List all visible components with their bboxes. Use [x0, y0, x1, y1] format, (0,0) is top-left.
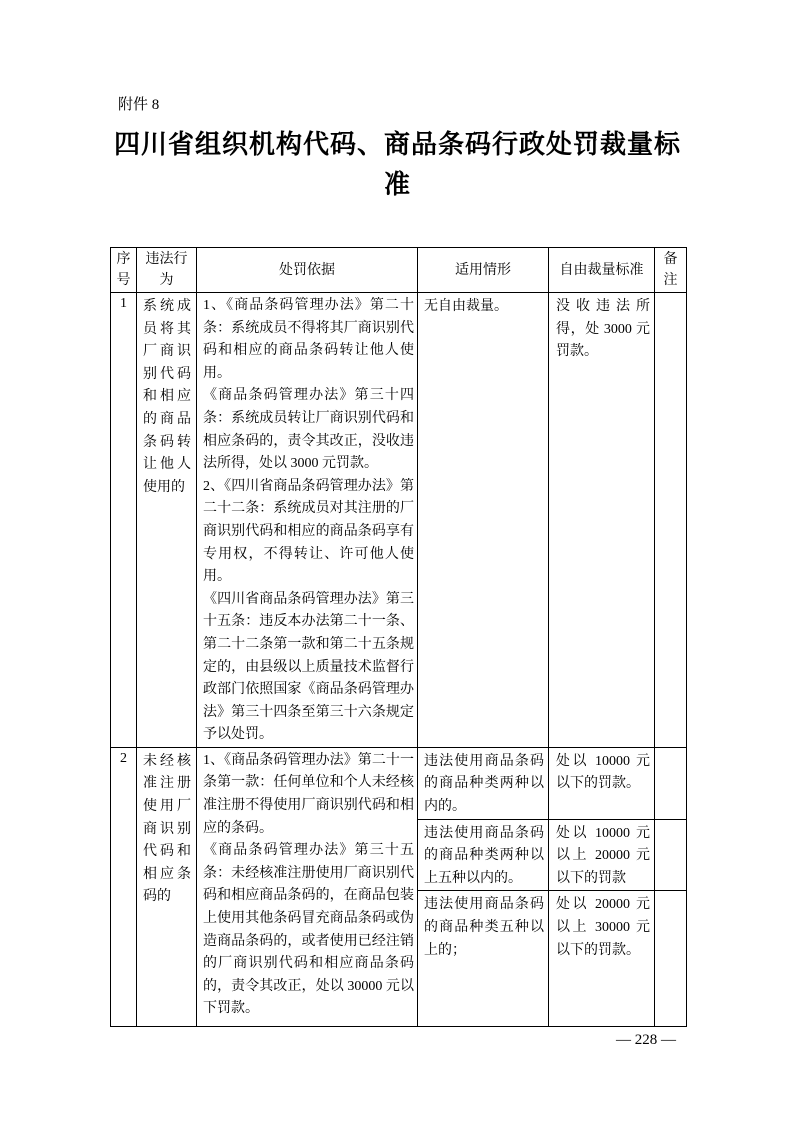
penalty-basis-cell [197, 293, 418, 748]
basis-paragraph: 1、《商品条码管理办法》第二十条：系统成员不得将其厂商识别代码和相应的商品条码转让他人使用。 [203, 298, 414, 381]
row-number-cell: 1 [111, 293, 137, 748]
discretion-standard-cell: 处以 10000 元以下的罚款。 [549, 747, 655, 819]
penalty-standards-table [110, 247, 687, 1027]
basis-paragraph: 《四川省商品条码管理办法》第三十五条：违反本办法第二十一条、第二十二条第一款和第二十五条规定的，由县级以上质量技术监督行政部门依照国家《商品条码管理办法》第三十四条至第三十六条规定予以处罚。 [203, 591, 414, 743]
applicable-situation-cell: 违法使用商品条码的商品种类两种以内的。 [418, 747, 549, 819]
col-header-applicable-situation: 适用情形 [418, 248, 549, 293]
table-row-1 [111, 293, 687, 748]
col-header-illegal-behavior: 违法行为 [137, 248, 197, 293]
attachment-label: 附件 8 [118, 97, 160, 113]
table-row-2-sub-1 [111, 747, 687, 819]
col-header-remarks: 备注 [655, 248, 687, 293]
illegal-behavior-cell: 未经核准注册使用厂商识别代码和相应条码的 [137, 747, 197, 1027]
page-number: — 228 — [616, 1032, 676, 1048]
row-number-cell: 2 [111, 747, 137, 1027]
basis-paragraph: 《商品条码管理办法》第三十四条：系统成员转让厂商识别代码和相应条码的，责令其改正，没收违法所得，处以 3000 元罚款。 [203, 388, 414, 472]
applicable-situation-cell: 违法使用商品条码的商品种类两种以上五种以内的。 [418, 819, 549, 891]
basis-paragraph: 《商品条码管理办法》第三十五条：未经核准注册使用厂商识别代码和相应商品条码的，在商品包装上使用其他条码冒充商品条码或伪造商品条码的，或者使用已经注销的厂商识别代码和相应商品条码的，责令其改正，处以 30000 元以下罚款。 [203, 843, 414, 1017]
remarks-cell [655, 747, 687, 819]
illegal-behavior-cell: 系统成员将其厂商识别代码和相应的商品条码转让他人使用的 [137, 293, 197, 748]
applicable-situation-cell: 无自由裁量。 [418, 293, 549, 748]
penalty-basis-cell [197, 747, 418, 1027]
discretion-standard-cell: 处以 20000 元以上 30000 元以下的罚款。 [549, 891, 655, 1027]
applicable-situation-cell: 违法使用商品条码的商品种类五种以上的； [418, 891, 549, 1027]
discretion-standard-cell: 处以 10000 元以上 20000 元以下的罚款 [549, 819, 655, 891]
col-header-penalty-basis: 处罚依据 [197, 248, 418, 293]
document-title: 四川省组织机构代码、商品条码行政处罚裁量标准 [113, 129, 681, 199]
col-header-discretion-standard: 自由裁量标准 [549, 248, 655, 293]
col-header-serial-number: 序号 [111, 248, 137, 293]
remarks-cell [655, 819, 687, 891]
remarks-cell [655, 293, 687, 748]
basis-paragraph: 1、《商品条码管理办法》第二十一条第一款：任何单位和个人未经核准注册不得使用厂商识别代码和相应的条码。 [203, 752, 414, 836]
remarks-cell [655, 891, 687, 1027]
basis-paragraph: 2、《四川省商品条码管理办法》第二十二条：系统成员对其注册的厂商识别代码和相应的商品条码享有专用权，不得转让、许可他人使用。 [203, 478, 414, 585]
discretion-standard-cell: 没收违法所得，处 3000 元罚款。 [549, 293, 655, 748]
table-header-row [111, 248, 687, 293]
